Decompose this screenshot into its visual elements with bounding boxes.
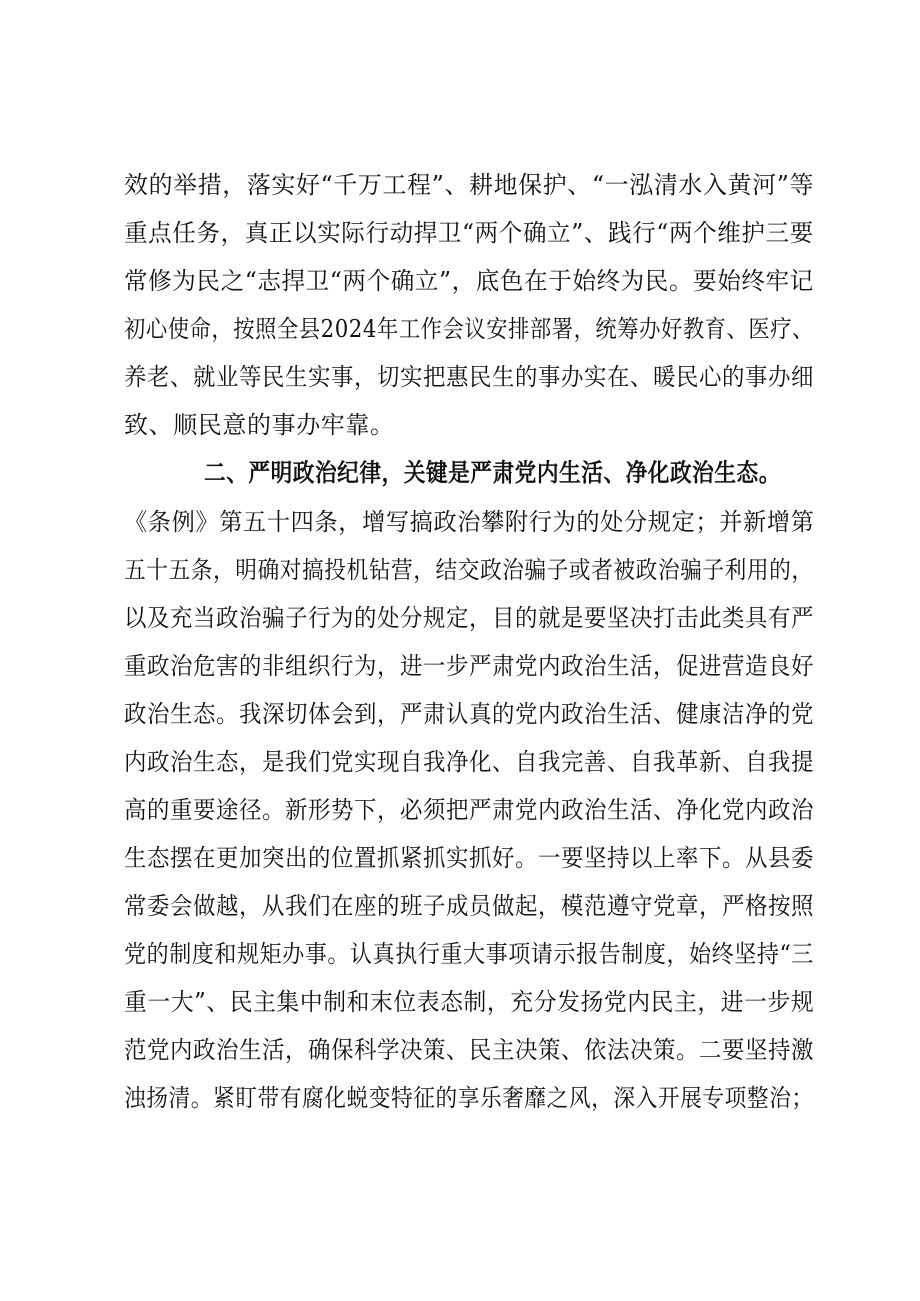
paragraph-line: 政治生态。我深切体会到，严肃认真的党内政治生活、健康洁净的党 — [124, 700, 814, 728]
paragraph-line: 五十五条，明确对搞投机钻营，结交政治骗子或者被政治骗子利用的， — [124, 556, 814, 584]
paragraph-line: 浊扬清。紧盯带有腐化蜕变特征的享乐奢靡之风，深入开展专项整治； — [124, 1084, 814, 1112]
paragraph-line: 重一大”、民主集中制和末位表态制，充分发扬党内民主，进一步规 — [124, 988, 815, 1016]
paragraph-line: 致、顺民意的事办牢靠。 — [124, 411, 395, 439]
paragraph-line: 以及充当政治骗子行为的处分规定，目的就是要坚决打击此类具有严 — [124, 604, 814, 632]
paragraph-line: 初心使命，按照全县2024年工作会议安排部署，统筹办好教育、医疗、 — [124, 315, 814, 343]
paragraph-line: 效的举措，落实好“千万工程”、耕地保护、“一泓清水入黄河”等 — [124, 171, 815, 199]
paragraph-line: 生态摆在更加突出的位置抓紧抓实抓好。一要坚持以上率下。从县委 — [124, 844, 814, 872]
paragraph-line: 重点任务，真正以实际行动捍卫“两个确立”、践行“两个维护三要 — [124, 219, 814, 247]
paragraph-line: 高的重要途径。新形势下，必须把严肃党内政治生活、净化党内政治 — [124, 796, 814, 824]
section-heading: 二、严明政治纪律，关键是严肃党内生活、净化政治生态。 — [204, 458, 781, 487]
paragraph-line: 《条例》第五十四条，增写搞政治攀附行为的处分规定；并新增第 — [124, 508, 815, 536]
paragraph-line: 范党内政治生活，确保科学决策、民主决策、依法决策。二要坚持激 — [124, 1036, 814, 1064]
paragraph-line: 重政治危害的非组织行为，进一步严肃党内政治生活，促进营造良好 — [124, 652, 814, 680]
paragraph-line: 内政治生态，是我们党实现自我净化、自我完善、自我革新、自我提 — [124, 748, 814, 776]
paragraph-line: 常修为民之“志捍卫“两个确立”，底色在于始终为民。要始终牢记 — [124, 267, 814, 295]
paragraph-line: 养老、就业等民生实事，切实把惠民生的事办实在、暖民心的事办细 — [124, 363, 814, 391]
paragraph-line: 常委会做越，从我们在座的班子成员做起，模范遵守党章，严格按照 — [124, 892, 814, 920]
paragraph-line: 党的制度和规矩办事。认真执行重大事项请示报告制度，始终坚持“三 — [124, 940, 814, 968]
